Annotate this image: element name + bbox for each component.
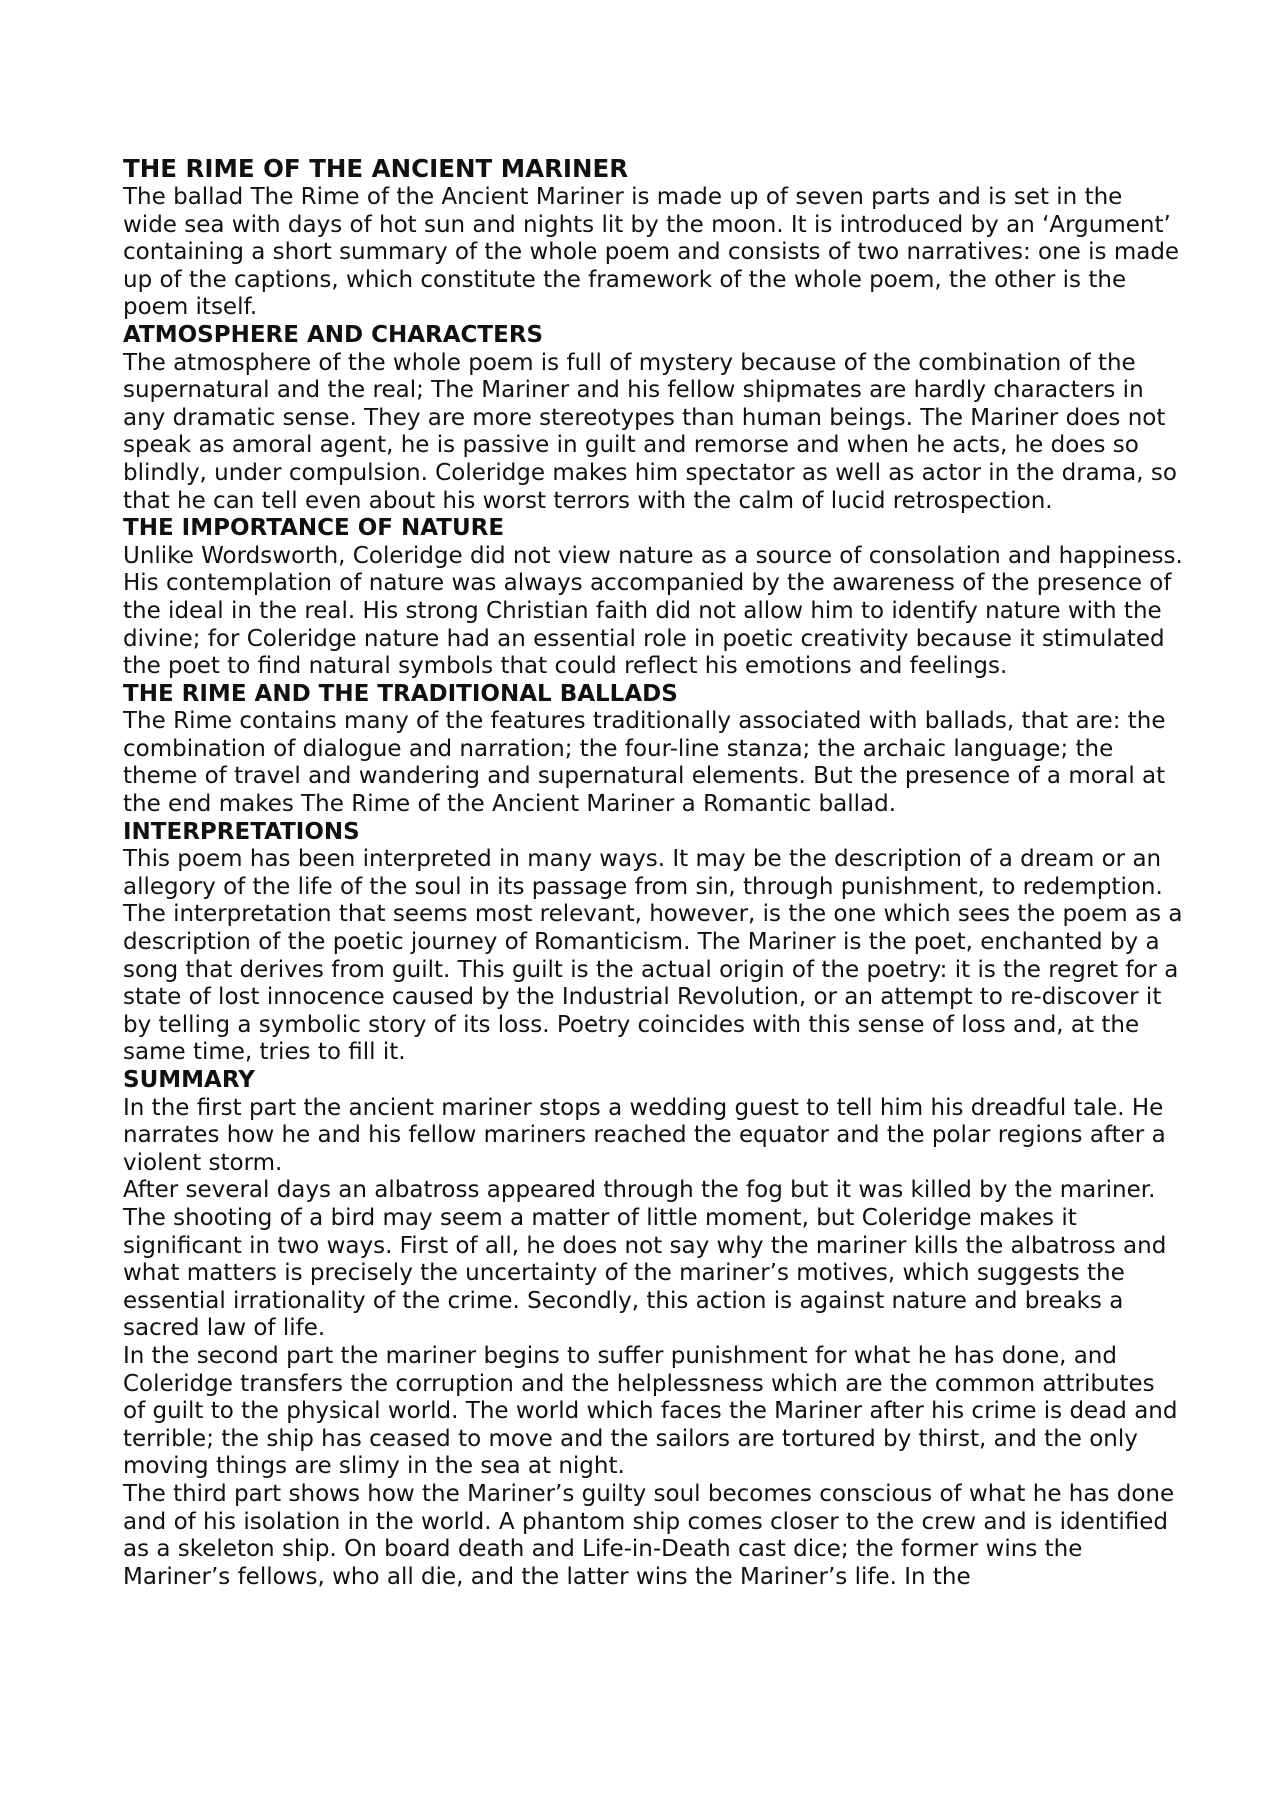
summary-paragraph: The third part shows how the Mariner’s guilty soul becomes conscious of what he has done and of his isolation in the world. A phantom ship comes closer to the crew and is identified as a skeleton ship. On board death and Life-in-Death cast dice; the former wins the Mariner’s fellows, who all die, and the latter wins the Mariner’s life. In the bbox=[123, 1480, 1175, 1590]
section-heading-atmosphere: ATMOSPHERE AND CHARACTERS bbox=[123, 321, 544, 348]
nature-paragraph: Unlike Wordsworth, Coleridge did not view nature as a source of consolation and happiness. His contemplation of nature was always accompanied by the awareness of the presence of the ideal in the real. His strong Christian faith did not allow him to identify nature with the divine; for Coleridge nature had an essential role in poetic creativity because it stimulated the poet to find natural symbols that could reflect his emotions and feelings. bbox=[123, 542, 1183, 680]
section-heading-ballads: THE RIME AND THE TRADITIONAL BALLADS bbox=[123, 680, 678, 707]
atmosphere-paragraph: The atmosphere of the whole poem is full of mystery because of the combination of the supernatural and the real; The Mariner and his fellow shipmates are hardly characters in any dramatic sense. They are more stereotypes than human beings. The Mariner does not speak as amoral agent, he is passive in guilt and remorse and when he acts, he does so blindly, under compulsion. Coleridge makes him spectator as well as actor in the drama, so that he can tell even about his worst terrors with the calm of lucid retrospection. bbox=[123, 349, 1177, 514]
section-heading-summary: SUMMARY bbox=[123, 1067, 255, 1093]
document-title: THE RIME OF THE ANCIENT MARINER bbox=[123, 154, 629, 183]
summary-paragraph: In the second part the mariner begins to suffer punishment for what he has done, and Coleridge transfers the corruption and the helplessness which are the common attributes of guilt to the physical world. The world which faces the Mariner after his crime is dead and terrible; the ship has ceased to move and the sailors are tortured by thirst, and the only moving things are slimy in the sea at night. bbox=[123, 1342, 1178, 1480]
summary-paragraph: In the first part the ancient mariner stops a wedding guest to tell him his dreadful tale. He narrates how he and his fellow mariners reached the equator and the polar regions after a violent storm. bbox=[123, 1094, 1166, 1176]
summary-paragraph: The shooting of a bird may seem a matter of little moment, but Coleridge makes it significant in two ways. First of all, he does not say why the mariner kills the albatross and what matters is precisely the uncertainty of the mariner’s motives, which suggests the essential irrationality of the crime. Secondly, this action is against nature and breaks a sacred law of life. bbox=[123, 1204, 1167, 1342]
summary-paragraph: After several days an albatross appeared through the fog but it was killed by the mariner. bbox=[123, 1177, 1156, 1204]
ballads-paragraph: The Rime contains many of the features traditionally associated with ballads, that are: the combination of dialogue and narration; the four-line stanza; the archaic language; the theme of travel and wandering and supernatural elements. But the presence of a moral at the end makes The Rime of the Ancient Mariner a Romantic ballad. bbox=[123, 708, 1166, 818]
section-heading-interpretations: INTERPRETATIONS bbox=[123, 818, 360, 845]
document-page bbox=[123, 154, 1183, 1591]
section-heading-nature: THE IMPORTANCE OF NATURE bbox=[123, 515, 505, 542]
interpretations-paragraph: This poem has been interpreted in many ways. It may be the description of a dream or an allegory of the life of the soul in its passage from sin, through punishment, to redemption. The interpretation that seems most relevant, however, is the one which sees the poem as a description of the poetic journey of Romanticism. The Mariner is the poet, enchanted by a song that derives from guilt. This guilt is the actual origin of the poetry: it is the regret for a state of lost innocence caused by the Industrial Revolution, or an attempt to re-discover it by telling a symbolic story of its loss. Poetry coincides with this sense of loss and, at the same time, tries to fill it. bbox=[123, 846, 1183, 1066]
intro-paragraph: The ballad The Rime of the Ancient Mariner is made up of seven parts and is set in the wide sea with days of hot sun and nights lit by the moon. It is introduced by an ‘Argument’ containing a short summary of the whole poem and consists of two narratives: one is made up of the captions, which constitute the framework of the whole poem, the other is the poem itself. bbox=[123, 184, 1180, 321]
